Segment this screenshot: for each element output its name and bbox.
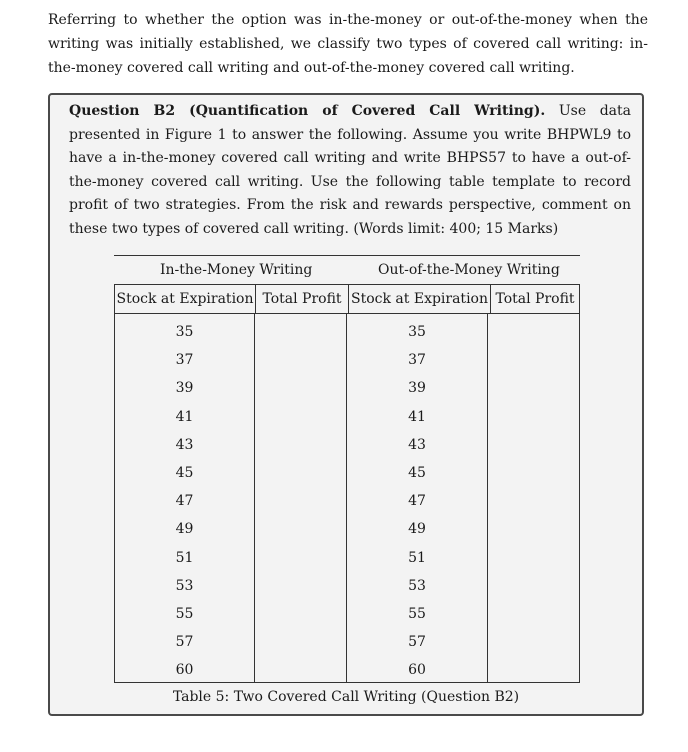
stock-price-cell: 53 bbox=[408, 577, 426, 594]
stock-price-cell: 55 bbox=[175, 605, 194, 622]
stock-price-cell: 51 bbox=[175, 549, 194, 566]
otm-profit-column bbox=[488, 314, 579, 682]
stock-price-cell: 55 bbox=[408, 605, 426, 622]
stock-price-cell: 53 bbox=[175, 577, 194, 594]
stock-price-cell: 41 bbox=[175, 408, 194, 425]
table-caption: Table 5: Two Covered Call Writing (Question B2) bbox=[172, 689, 520, 705]
stock-price-cell: 35 bbox=[175, 324, 194, 341]
profit-table bbox=[114, 255, 580, 683]
header-otm-stock: Stock at Expiration bbox=[349, 285, 491, 313]
stock-price-cell: 57 bbox=[408, 634, 426, 651]
stock-price-cell: 37 bbox=[408, 352, 426, 369]
header-itm-profit: Total Profit bbox=[256, 285, 349, 313]
stock-price-cell: 47 bbox=[175, 493, 194, 510]
table-body bbox=[115, 314, 579, 682]
question-text bbox=[69, 100, 631, 242]
stock-price-cell: 49 bbox=[175, 521, 194, 538]
otm-stock-column bbox=[347, 314, 488, 682]
itm-stock-column bbox=[115, 314, 255, 682]
group-header-itm: In-the-Money Writing bbox=[160, 262, 313, 278]
table-grid bbox=[114, 284, 580, 683]
header-itm-stock: Stock at Expiration bbox=[115, 285, 256, 313]
stock-price-cell: 35 bbox=[408, 324, 426, 341]
stock-price-cell: 43 bbox=[175, 436, 194, 453]
stock-price-cell: 45 bbox=[408, 465, 426, 482]
table-header-row bbox=[115, 285, 579, 314]
stock-price-cell: 43 bbox=[408, 436, 426, 453]
stock-price-cell: 57 bbox=[175, 634, 194, 651]
itm-profit-column bbox=[255, 314, 347, 682]
stock-price-cell: 51 bbox=[408, 549, 426, 566]
table-group-headers bbox=[114, 256, 580, 284]
stock-price-cell: 45 bbox=[175, 465, 194, 482]
stock-price-cell: 49 bbox=[408, 521, 426, 538]
stock-price-cell: 41 bbox=[408, 408, 426, 425]
question-body: Use data presented in Figure 1 to answer the following. Assume you write BHPWL9 to have a in-the-money covered call writing and write BHPS57 to have a out-of-the-money covered call writing. Use the following table template to record profit of two strategies. From the risk and rewards perspective, comment on these two types of covered call writing. (Words limit: 400; 15 Marks) bbox=[69, 103, 632, 237]
question-title: Question B2 (Quantification of Covered Call Writing). bbox=[69, 103, 546, 119]
stock-price-cell: 60 bbox=[175, 662, 194, 679]
intro-paragraph: Referring to whether the option was in-the-money or out-of-the-money when the writing was initially established, we classify two types of covered call writing: in-the-money covered call writing and out-of-the-money covered call writing. bbox=[48, 12, 648, 76]
header-otm-profit: Total Profit bbox=[495, 291, 575, 307]
question-box bbox=[48, 93, 644, 716]
stock-price-cell: 37 bbox=[175, 352, 194, 369]
stock-price-cell: 60 bbox=[408, 662, 426, 679]
stock-price-cell: 47 bbox=[408, 493, 426, 510]
stock-price-cell: 39 bbox=[408, 380, 426, 397]
group-header-otm: Out-of-the-Money Writing bbox=[378, 262, 560, 278]
stock-price-cell: 39 bbox=[175, 380, 194, 397]
